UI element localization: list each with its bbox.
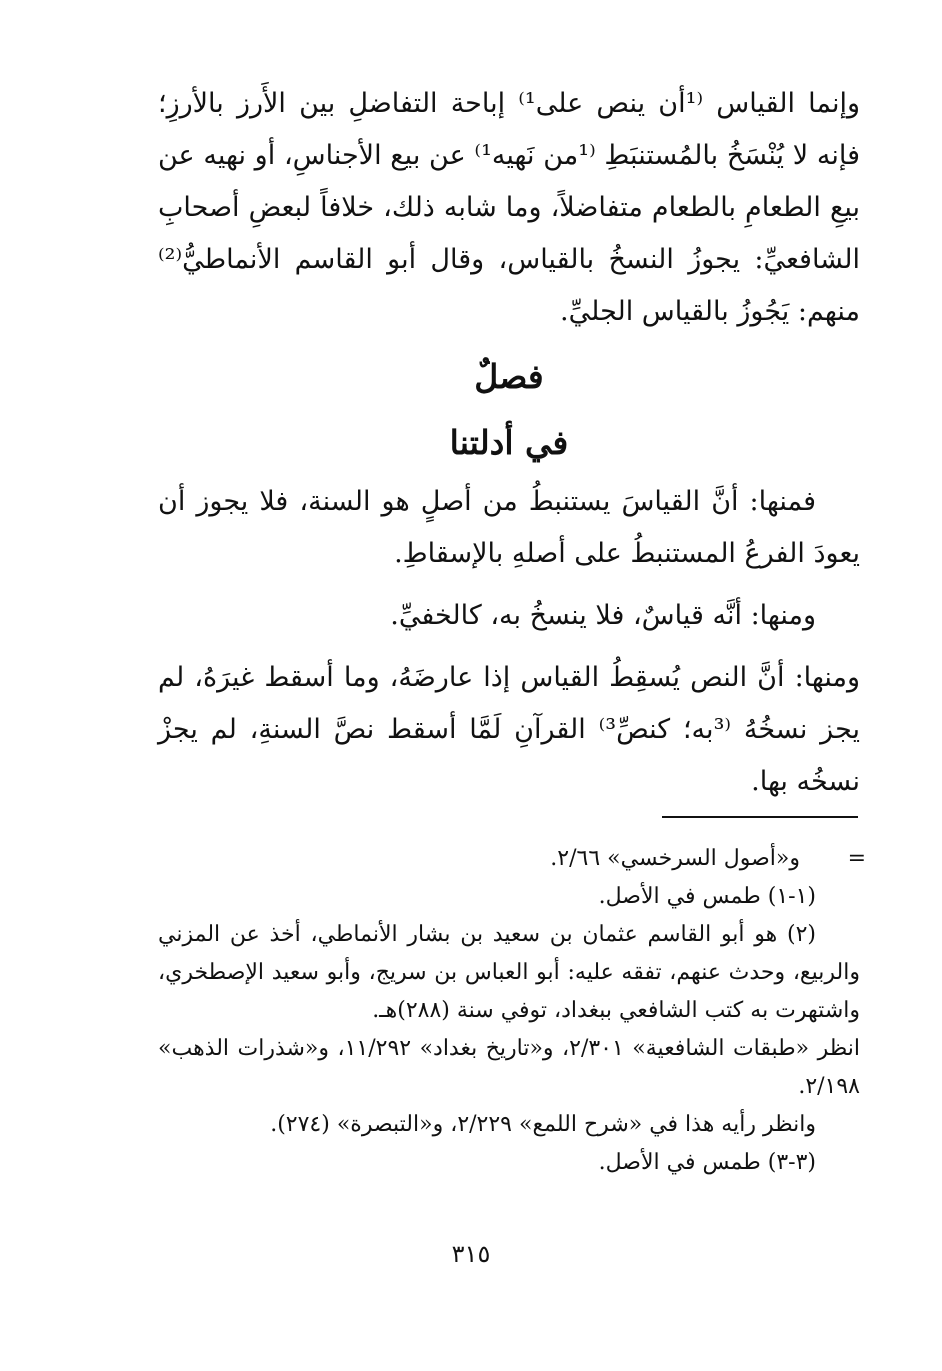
footnote-2: (٢) هو أبو القاسم عثمان بن سعيد بن بشار الأنماطي، أخذ عن المزني والربيع، وحدث عنهم، تفقه عليه: أبو العباس بن سريج، وأبو سعيد الإصطخري، واشتهرت به كتب الشافعي ببغداد، توفي سنة (٢٨٨)هـ.	[158, 922, 860, 1023]
page-number: ٣١٥	[451, 1240, 491, 1268]
footnotes	[158, 840, 866, 1182]
footnote-1: (١-١) طمس في الأصل.	[598, 884, 816, 909]
argument-paragraph-1: فمنها: أنَّ القياسَ يستنبطُ من أصلٍ هو السنة، فلا يجوز أن يعودَ الفرعُ المستنبطُ على أصلهِ بالإسقاطِ.	[158, 486, 860, 569]
section-subtitle: في أدلتنا	[449, 423, 569, 462]
footnote-2-opinion: وانظر رأيه هذا في «شرح اللمع» ٢/٢٢٩، و«التبصرة» (٢٧٤).	[270, 1112, 816, 1137]
section-title: فصلٌ	[474, 357, 544, 396]
footnote-continued-text: و«أصول السرخسي» ٢/٦٦.	[550, 846, 800, 871]
argument-paragraph-3: ومنها: أنَّ النص يُسقِطُ القياس إذا عارضَهُ، وما أسقط غيرَهُ، لم يجز نسخُهُ ⁽³به؛ كنصِّ³⁾ القرآنِ لَمَّا أسقط نصَّ السنةِ، لم يجزْ نسخُه بها.	[158, 662, 861, 797]
footnote-3: (٣-٣) طمس في الأصل.	[598, 1150, 816, 1175]
continuation-mark: =	[847, 846, 866, 871]
main-text	[158, 78, 860, 808]
argument-paragraph-2: ومنها: أنَّه قياسٌ، فلا ينسخُ به، كالخفيِّ.	[390, 600, 816, 631]
intro-paragraph: وإنما القياس ⁽¹أن ينص على¹⁾ إباحة التفاضلِ بين الأَرز بالأرزِ؛ فإنه لا يُنْسَخُ بالمُستنبَطِ ⁽¹من نَهيه¹⁾ عن بيع الأجناسِ، أو نهيه عن بيعِ الطعامِ بالطعام متفاضلاً، وما شابه ذلك، خلافاً لبعضِ أصحابِ الشافعيِّ: يجوزُ النسخُ بالقياس، وقال أبو القاسم الأنماطيُّ⁽²⁾ منهم: يَجُوزُ بالقياس الجليِّ.	[158, 88, 861, 327]
footnote-2-references: انظر «طبقات الشافعية» ٢/٣٠١، و«تاريخ بغداد» ١١/٢٩٢، و«شذرات الذهب» ٢/١٩٨.	[158, 1036, 860, 1099]
footnote-divider	[662, 816, 858, 818]
footnote-continued	[158, 840, 866, 878]
